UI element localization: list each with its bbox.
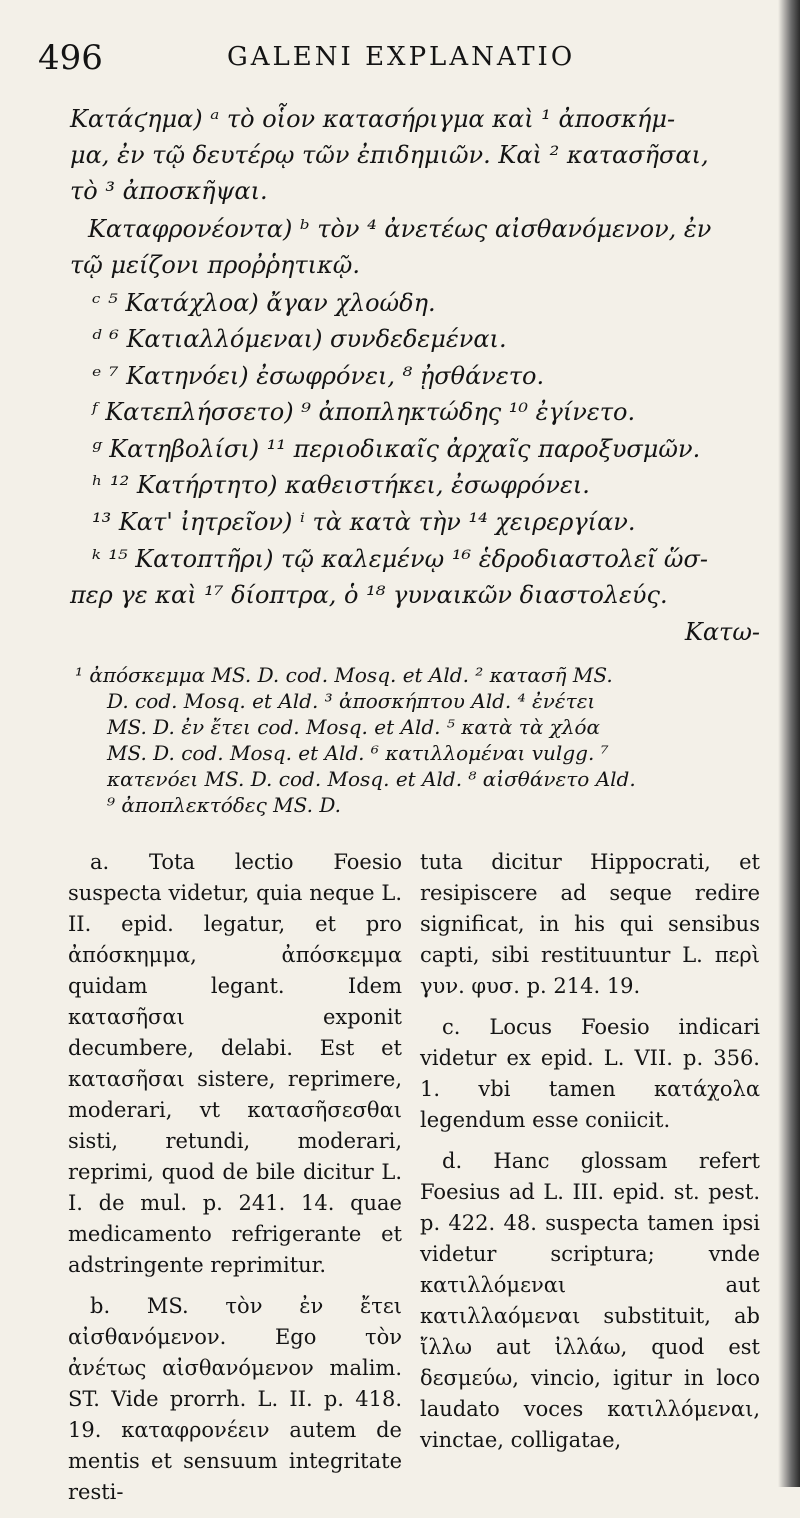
gloss-line: Καταφρονέοντα) ᵇ τὸν ⁴ ἀνετέως αἰσθανόμενον, ἐν: [88, 215, 712, 243]
running-title: GALENI EXPLANATIO: [227, 42, 576, 72]
footnote-line: MS. D. ἐν ἔτει cod. Mosq. et Ald. ⁵ κατὰ τὰ χλόα: [107, 715, 601, 739]
page-edge-shadow: [778, 0, 800, 1487]
footnote-line: MS. D. cod. Mosq. et Ald. ⁶ κατιλλομέναι vulgg. ⁷: [107, 741, 609, 765]
gloss-line: ᵈ ⁶ Κατιαλλόμεναι) συνδεδεμέναι.: [92, 325, 507, 353]
page-number: 496: [38, 38, 103, 78]
footnote-line: D. cod. Mosq. et Ald. ³ ἀποσκήπτου Ald. ⁴ ἐνέτει: [107, 689, 596, 713]
footnote-line: ¹ ἀπόσκεμμα MS. D. cod. Mosq. et Ald. ² κατασῆ MS.: [75, 663, 613, 687]
commentary-note: c. Locus Foesio indicari videtur ex epid. L. VII. p. 356. 1. vbi tamen κατάχολα legendum esse coniicit.: [420, 1015, 760, 1132]
gloss-line: ᶜ ⁵ Κατάχλοα) ἄγαν χλοώδη.: [92, 289, 436, 317]
commentary-right-column: [420, 847, 760, 1466]
catchword: Κατω-: [684, 618, 760, 646]
gloss-line: περ γε καὶ ¹⁷ δίοπτρα, ὁ ¹⁸ γυναικῶν διαστολεύς.: [70, 581, 668, 609]
gloss-line: μα, ἐν τῷ δευτέρῳ τῶν ἐπιδημιῶν. Καὶ ² κατασῆσαι,: [70, 141, 709, 169]
gloss-line: τὸ ³ ἀποσκῆψαι.: [70, 177, 268, 205]
footnote-line: κατενόει MS. D. cod. Mosq. et Ald. ⁸ αἰσθάνετο Ald.: [107, 767, 636, 791]
gloss-line: τῷ μείζονι προῤῥητικῷ.: [70, 251, 361, 279]
footnote-line: ⁹ ἀποπλεκτόδες MS. D.: [107, 793, 342, 817]
gloss-line: ᵍ Κατηβολίσι) ¹¹ περιοδικαῖς ἀρχαῖς παροξυσμῶν.: [92, 435, 701, 463]
commentary-note: tuta dicitur Hippocrati, et resipiscere ad seque redire significat, in his qui sensibus capti, sibi restituuntur L. περὶ γυν. φυσ. p. 214. 19.: [420, 850, 760, 998]
commentary-note: d. Hanc glossam refert Foesius ad L. III. epid. st. pest. p. 422. 48. suspecta tamen ipsi videtur scriptura; vnde κατιλλόμεναι aut κατιλλαόμεναι substituit, ab ἴλλω aut ἰλλάω, quod est δεσμεύω, vincio, igitur in loco laudato voces κατιλλόμεναι, vinctae, colligatae,: [420, 1149, 760, 1452]
gloss-line: Κατάϛημα) ᵃ τὸ οἷον κατασήριγμα καὶ ¹ ἀποσκήμ-: [70, 105, 676, 133]
commentary-left-column: [68, 847, 402, 1518]
commentary-note: a. Tota lectio Foesio suspecta videtur, quia neque L. II. epid. legatur, et pro ἀπόσκημμα, ἀπόσκεμμα quidam legant. Idem κατασῆσαι exponit decumbere, delabi. Est et κατασῆσαι sistere, reprimere, moderari, vt κατασῆσεσθαι sisti, retundi, moderari, reprimi, quod de bile dicitur L. I. de mul. p. 241. 14. quae medicamento refrigerante et adstringente reprimitur.: [68, 850, 402, 1277]
footnotes: [75, 662, 760, 818]
gloss-line: ᵉ ⁷ Κατηνόει) ἐσωφρόνει, ⁸ ᾐσθάνετο.: [92, 362, 545, 390]
gloss-line: ᶠ Κατεπλήσσετο) ⁹ ἀποπληκτώδης ¹⁰ ἐγίνετο.: [92, 398, 636, 426]
gloss-line: ʰ ¹² Κατήρτητο) καθειστήκει, ἐσωφρόνει.: [92, 471, 590, 499]
gloss-line: ᵏ ¹⁵ Κατοπτῆρι) τῷ καλεμένῳ ¹⁶ ἑδροδιαστολεῖ ὥσ-: [92, 545, 708, 573]
commentary-note: b. MS. τὸν ἐν ἔτει αἰσθανόμενον. Ego τὸν ἀνέτως αἰσθανόμενον malim. ST. Vide prorrh. L. II. p. 418. 19. καταφρονέειν autem de mentis et sensuum integritate resti-: [68, 1294, 402, 1504]
gloss-line: ¹³ Κατ' ἰητρεῖον) ⁱ τὰ κατὰ τὴν ¹⁴ χειρεργίαν.: [92, 508, 636, 536]
